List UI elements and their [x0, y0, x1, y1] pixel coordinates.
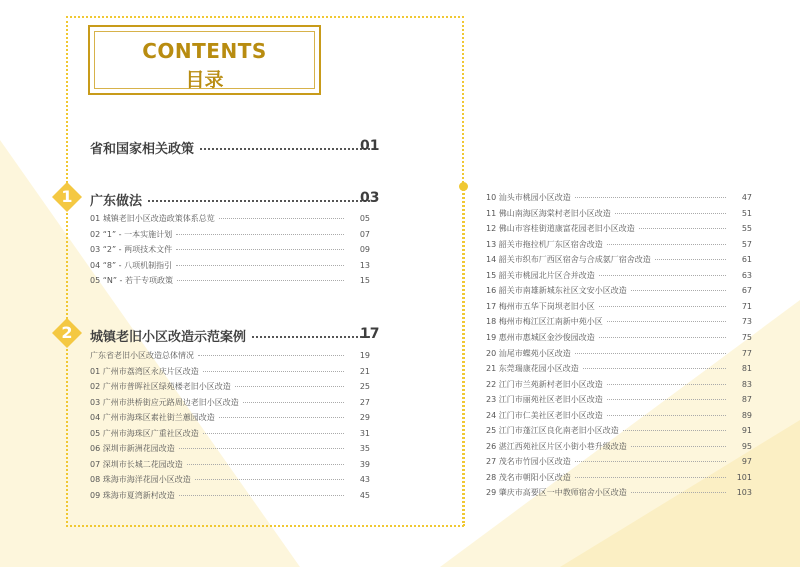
- leader-dots: [203, 433, 344, 434]
- toc-entry-page: 43: [359, 475, 370, 484]
- toc-entry[interactable]: [90, 213, 370, 227]
- toc-entry-page: 61: [741, 255, 752, 265]
- section-number-2: 2: [61, 323, 73, 342]
- toc-entry-page: 09: [359, 245, 370, 254]
- leader-dots: [639, 228, 726, 229]
- section-page: 03: [360, 190, 380, 206]
- leader-dots: [176, 249, 344, 250]
- toc-entry[interactable]: [90, 443, 370, 457]
- toc-entry-label: 17 梅州市五华下岗坝老旧小区: [486, 301, 595, 311]
- toc-entry[interactable]: [90, 490, 370, 504]
- section-label: 城镇老旧小区改造示范案例: [90, 330, 247, 345]
- toc-entry-page: 27: [359, 397, 370, 407]
- toc-entry-page: 45: [359, 490, 370, 500]
- toc-entry[interactable]: [90, 428, 370, 442]
- toc-entry-label: 09 珠海市夏湾新村改造: [90, 490, 175, 500]
- toc-entry-page: 19: [359, 351, 370, 360]
- leader-dots: [177, 280, 344, 281]
- toc-entry[interactable]: [486, 487, 752, 501]
- toc-entry-page: 83: [741, 379, 752, 389]
- toc-entry-page: 89: [741, 410, 752, 420]
- toc-entry[interactable]: [90, 260, 370, 274]
- toc-entry-label: 21 东莞瑞康花园小区改造: [486, 364, 579, 374]
- toc-entry[interactable]: [90, 459, 370, 473]
- leader-dots: [631, 492, 726, 493]
- toc-entry-page: 05: [359, 214, 370, 223]
- toc-entry-page: 57: [741, 239, 752, 249]
- toc-entry-label: 16 韶关市南雄新城东社区文安小区改造: [486, 286, 627, 296]
- leader-dots: [607, 321, 726, 322]
- toc-entry-label: 05 广州市海珠区广重社区改造: [90, 428, 199, 438]
- toc-entry[interactable]: [486, 223, 752, 237]
- toc-entry-label: 03 “2” - 两项技术文件: [90, 245, 173, 254]
- section-policy[interactable]: [90, 138, 380, 157]
- toc-entry-label: 13 韶关市拖拉机厂东区宿舍改造: [486, 239, 603, 249]
- toc-entry-label: 24 江门市仁美社区老旧小区改造: [486, 410, 603, 420]
- toc-entry-page: 55: [741, 224, 752, 234]
- toc-entry-page: 47: [741, 193, 752, 202]
- toc-entry-page: 51: [741, 208, 752, 218]
- toc-entry-label: 12 佛山市容桂街道康富花园老旧小区改造: [486, 224, 635, 234]
- toc-entry-label: 22 江门市兰苑新村老旧小区改造: [486, 379, 603, 389]
- leader-dots: [631, 290, 726, 291]
- toc-entry-page: 95: [741, 441, 752, 451]
- toc-entry[interactable]: [486, 425, 752, 439]
- toc-entry[interactable]: [90, 275, 370, 289]
- toc-entry-label: 27 茂名市竹园小区改造: [486, 457, 571, 467]
- leader-dots: [575, 461, 726, 462]
- leader-dots: [179, 448, 344, 449]
- toc-entry-label: 广东省老旧小区改造总体情况: [90, 351, 194, 360]
- toc-entry-label: 18 梅州市梅江区江南新中苑小区: [486, 317, 603, 327]
- toc-entry-page: 75: [741, 332, 752, 342]
- leader-dots: [655, 259, 726, 260]
- toc-entry-page: 39: [359, 459, 370, 469]
- toc-entry-label: 23 江门市丽苑社区老旧小区改造: [486, 395, 603, 405]
- toc-entry-label: 08 珠海市海洋花园小区改造: [90, 475, 191, 484]
- toc-entry-label: 29 肇庆市高要区一中教师宿舍小区改造: [486, 488, 627, 498]
- leader-dots: [243, 402, 344, 403]
- leader-dots: [200, 148, 370, 150]
- toc-entry-page: 73: [741, 317, 752, 327]
- leader-dots: [176, 265, 344, 266]
- toc-entry[interactable]: [90, 244, 370, 258]
- leader-dots: [219, 417, 344, 418]
- toc-entry-label: 01 城镇老旧小区改造政策体系总览: [90, 214, 215, 223]
- toc-entry-page: 103: [736, 488, 752, 498]
- toc-entry-page: 25: [359, 382, 370, 391]
- toc-entry-label: 15 韶关市桃园北片区合并改造: [486, 270, 595, 280]
- leader-dots: [599, 306, 726, 307]
- leader-dots: [607, 415, 726, 416]
- toc-entry-label: 25 江门市蓬江区良化南老旧小区改造: [486, 426, 619, 436]
- divider-dot: [459, 182, 468, 191]
- contents-title-box: [88, 25, 321, 95]
- toc-entry-label: 10 汕头市桃园小区改造: [486, 193, 571, 202]
- leader-dots: [203, 371, 344, 372]
- section-label: 省和国家相关政策: [90, 142, 195, 157]
- toc-entry[interactable]: [486, 441, 752, 455]
- leader-dots: [219, 218, 344, 219]
- toc-entry[interactable]: [486, 208, 752, 222]
- toc-entry[interactable]: [486, 456, 752, 470]
- toc-entry[interactable]: [486, 332, 752, 346]
- toc-entry[interactable]: [90, 397, 370, 411]
- toc-entry[interactable]: [486, 285, 752, 299]
- page-title-zh: 目录: [185, 69, 224, 91]
- toc-entry-page: 77: [741, 348, 752, 358]
- toc-entry[interactable]: [486, 410, 752, 424]
- leader-dots: [607, 244, 726, 245]
- page-title-en: CONTENTS: [142, 39, 267, 63]
- toc-entry-page: 71: [741, 301, 752, 311]
- toc-entry[interactable]: [486, 348, 752, 362]
- toc-entry[interactable]: [90, 229, 370, 243]
- toc-entry-page: 15: [359, 276, 370, 285]
- leader-dots: [607, 384, 726, 385]
- leader-dots: [583, 368, 726, 369]
- toc-entry[interactable]: [90, 381, 370, 395]
- leader-dots: [575, 197, 726, 198]
- toc-entry[interactable]: [486, 316, 752, 330]
- toc-entry[interactable]: [90, 350, 370, 364]
- leader-dots: [235, 386, 344, 387]
- toc-entry[interactable]: [486, 254, 752, 268]
- toc-entry[interactable]: [90, 474, 370, 488]
- section-label: 广东做法: [90, 194, 143, 209]
- divider-line: [463, 186, 465, 526]
- leader-dots: [187, 464, 344, 465]
- toc-entry[interactable]: [486, 301, 752, 315]
- leader-dots: [599, 337, 726, 338]
- leader-dots: [195, 479, 344, 480]
- leader-dots: [179, 495, 344, 496]
- leader-dots: [607, 399, 726, 400]
- leader-dots: [252, 336, 370, 338]
- toc-entry-label: 11 佛山南海区海棠村老旧小区改造: [486, 208, 611, 218]
- toc-entry-label: 14 韶关市织布厂西区宿舍与合成氨厂宿舍改造: [486, 255, 651, 265]
- toc-entry-label: 02 “1” - 一本实施计划: [90, 229, 173, 239]
- leader-dots: [575, 477, 726, 478]
- toc-entry[interactable]: [486, 394, 752, 408]
- toc-entry-page: 81: [741, 364, 752, 374]
- section-number-1: 1: [61, 187, 73, 206]
- toc-entry-page: 63: [741, 270, 752, 280]
- toc-entry-label: 28 茂名市朝阳小区改造: [486, 472, 571, 482]
- leader-dots: [198, 355, 344, 356]
- section-page: 01: [360, 138, 380, 154]
- toc-entry-label: 05 “N” - 若干专项政策: [90, 276, 173, 285]
- toc-entry-page: 13: [359, 260, 370, 270]
- toc-entry-page: 101: [736, 472, 752, 482]
- toc-entry-page: 21: [359, 366, 370, 376]
- toc-entry-page: 67: [741, 286, 752, 296]
- toc-entry[interactable]: [90, 366, 370, 380]
- leader-dots: [176, 234, 344, 235]
- toc-entry-label: 26 湛江西苑社区片区小街小巷升级改造: [486, 441, 627, 451]
- toc-entry-label: 20 汕尾市蝶苑小区改造: [486, 348, 571, 358]
- leader-dots: [631, 446, 726, 447]
- toc-entry-page: 29: [359, 413, 370, 422]
- toc-entry[interactable]: [486, 363, 752, 377]
- toc-entry[interactable]: [486, 239, 752, 253]
- toc-entry-label: 04 广州市海珠区素社街兰蕙园改造: [90, 413, 215, 422]
- section-page: 17: [360, 326, 380, 342]
- leader-dots: [148, 200, 370, 202]
- section-cases[interactable]: [90, 326, 380, 345]
- toc-entry[interactable]: [486, 379, 752, 393]
- toc-entry-page: 97: [741, 457, 752, 467]
- leader-dots: [615, 213, 726, 214]
- toc-entry-label: 01 广州市荔湾区永庆片区改造: [90, 366, 199, 376]
- toc-entry-label: 03 广州市洪桥街应元路周边老旧小区改造: [90, 397, 239, 407]
- toc-entry[interactable]: [486, 192, 752, 206]
- toc-entry-label: 07 深圳市长城二花园改造: [90, 459, 183, 469]
- leader-dots: [623, 430, 726, 431]
- toc-entry-label: 19 惠州市惠城区金沙俊园改造: [486, 332, 595, 342]
- toc-entry[interactable]: [486, 270, 752, 284]
- toc-entry[interactable]: [486, 472, 752, 486]
- toc-entry-page: 91: [741, 426, 752, 436]
- section-guangdong[interactable]: [90, 190, 380, 209]
- leader-dots: [575, 353, 726, 354]
- toc-entry-page: 35: [359, 444, 370, 453]
- toc-entry-label: 02 广州市普晖社区绿苑楼老旧小区改造: [90, 382, 231, 391]
- toc-entry[interactable]: [90, 412, 370, 426]
- toc-entry-label: 04 “8” - 八项机制指引: [90, 260, 173, 270]
- toc-entry-page: 07: [359, 229, 370, 239]
- toc-entry-page: 87: [741, 395, 752, 405]
- leader-dots: [599, 275, 726, 276]
- toc-entry-label: 06 深圳市新洲花园改造: [90, 444, 175, 453]
- toc-entry-page: 31: [359, 428, 370, 438]
